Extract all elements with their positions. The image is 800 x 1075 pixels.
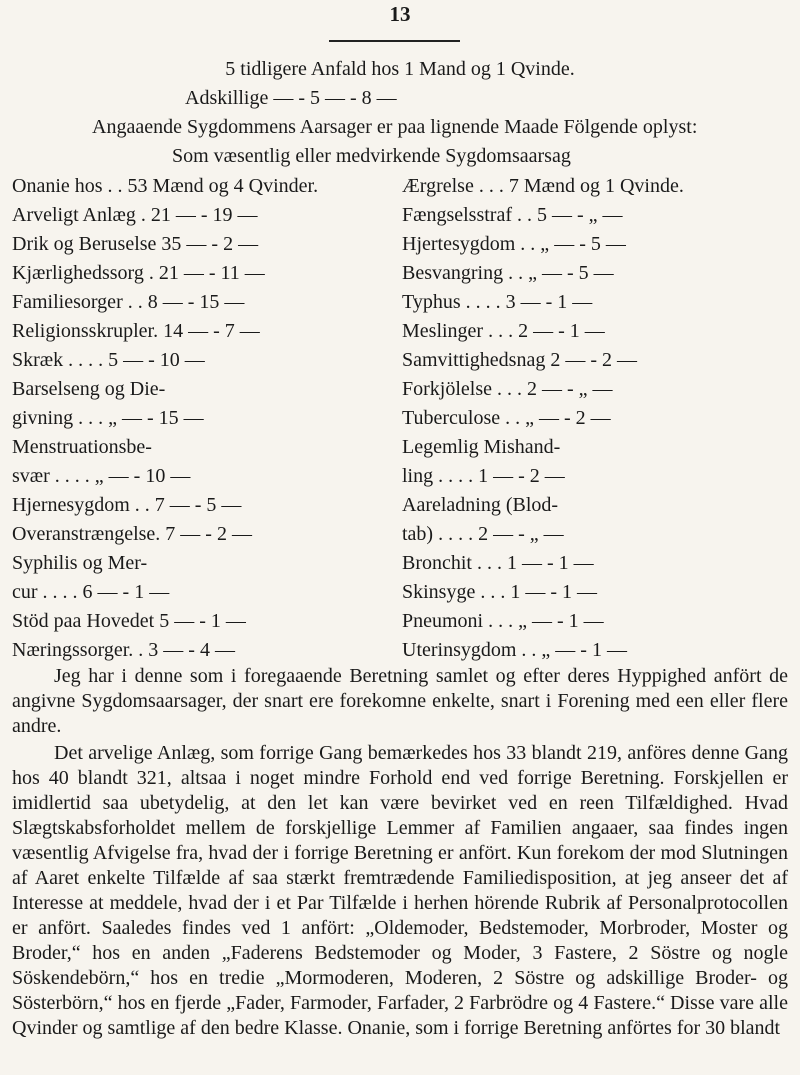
table-row: Overanstrængelse. 7 — - 2 — <box>12 523 252 545</box>
body-text <box>12 664 788 1041</box>
table-row: Barselseng og Die- <box>12 378 166 400</box>
table-row: svær . . . . „ — - 10 — <box>12 465 191 487</box>
table-row: Skræk . . . . 5 — - 10 — <box>12 349 205 371</box>
table-row: Skinsyge . . . 1 — - 1 — <box>402 581 597 603</box>
table-row: tab) . . . . 2 — - „ — <box>402 523 564 545</box>
table-row: Tuberculose . . „ — - 2 — <box>402 407 611 429</box>
table-row: Onanie hos . . 53 Mænd og 4 Qvinder. <box>12 175 319 197</box>
paragraph-1: Jeg har i denne som i foregaaende Beretning samlet og efter deres Hyppighed anfört de angivne Sygdomsaarsager, der snart ere forekomne enkelte, snart i Forening med een eller flere andre. <box>12 665 788 737</box>
table-row: Bronchit . . . 1 — - 1 — <box>402 552 594 574</box>
table-row: Aareladning (Blod- <box>402 494 559 516</box>
table-row: Forkjölelse . . . 2 — - „ — <box>402 378 613 400</box>
table-row: Meslinger . . . 2 — - 1 — <box>402 320 605 342</box>
table-row: Fængselsstraf . . 5 — - „ — <box>402 204 623 226</box>
page-number: 13 <box>389 2 411 26</box>
table-row: givning . . . „ — - 15 — <box>12 407 204 429</box>
table-row: Næringssorger. . 3 — - 4 — <box>12 639 235 661</box>
table-row: Besvangring . . „ — - 5 — <box>402 262 614 284</box>
table-row: Pneumoni . . . „ — - 1 — <box>402 610 604 632</box>
table-row: cur . . . . 6 — - 1 — <box>12 581 170 603</box>
table-row: Hjernesygdom . . 7 — - 5 — <box>12 494 242 516</box>
table-row: Menstruationsbe- <box>12 436 152 458</box>
table-row: Familiesorger . . 8 — - 15 — <box>12 291 245 313</box>
intro-line-4: Som væsentlig eller medvirkende Sygdomsaarsag <box>172 145 571 167</box>
table-row: Arveligt Anlæg . 21 — - 19 — <box>12 204 258 226</box>
intro-line-2: Adskillige — - 5 — - 8 — <box>185 87 397 109</box>
table-row: Typhus . . . . 3 — - 1 — <box>402 291 593 313</box>
header-rule <box>329 40 460 42</box>
table-row: Legemlig Mishand- <box>402 436 561 458</box>
table-row: Kjærlighedssorg . 21 — - 11 — <box>12 262 265 284</box>
table-row: Religionsskrupler. 14 — - 7 — <box>12 320 260 342</box>
intro-line-1: 5 tidligere Anfald hos 1 Mand og 1 Qvinde. <box>225 58 575 80</box>
table-row: Stöd paa Hovedet 5 — - 1 — <box>12 610 246 632</box>
table-row: Syphilis og Mer- <box>12 552 148 574</box>
table-row: ling . . . . 1 — - 2 — <box>402 465 565 487</box>
table-row: Drik og Beruselse 35 — - 2 — <box>12 233 259 255</box>
table-row: Ærgrelse . . . 7 Mænd og 1 Qvinde. <box>402 175 684 197</box>
table-row: Uterinsygdom . . „ — - 1 — <box>402 639 627 661</box>
paragraph-2: Det arvelige Anlæg, som forrige Gang bemærkedes hos 33 blandt 219, anföres denne Gang hos 40 blandt 321, altsaa i noget mindre Forhold end ved forrige Beretning. Forskjellen er imidlertid saa ubetydelig, at den let kan være bevirket ved en reen Tilfældighed. Hvad Slægtskabsforholdet mellem de forskjellige Lemmer af Familien angaaer, saa findes ingen væsentlig Afvigelse fra, hvad der i forrige Beretning er anfört. Kun forekom der mod Slutningen af Aaret enkelte Tilfælde af saa stærkt fremtrædende Familiedisposition, at jeg anseer det af Interesse at meddele, hvad der i et Par Tilfælde i herhen hörende Rubrik af Personalprotocollen er anfört. Saaledes findes ved 1 anfört: „Oldemoder, Bedstemoder, Morbroder, Moster og Broder,“ hos en anden „Faderens Bedstemoder og Moder, 3 Fastere, 2 Söstre og nogle Söskendebörn,“ hos en tredie „Mormoderen, Moderen, 2 Söstre og adskillige Broder- og Sösterbörn,“ hos en fjerde „Fader, Farmoder, Farfader, 2 Farbrödre og 4 Fastere.“ Disse vare alle Qvinder og samtlige af den bedre Klasse. Onanie, som i forrige Beretning anförtes for 30 blandt <box>12 742 788 1039</box>
intro-line-3: Angaaende Sygdommens Aarsager er paa lignende Maade Fölgende oplyst: <box>92 116 698 138</box>
table-row: Samvittighedsnag 2 — - 2 — <box>402 349 637 371</box>
table-row: Hjertesygdom . . „ — - 5 — <box>402 233 626 255</box>
